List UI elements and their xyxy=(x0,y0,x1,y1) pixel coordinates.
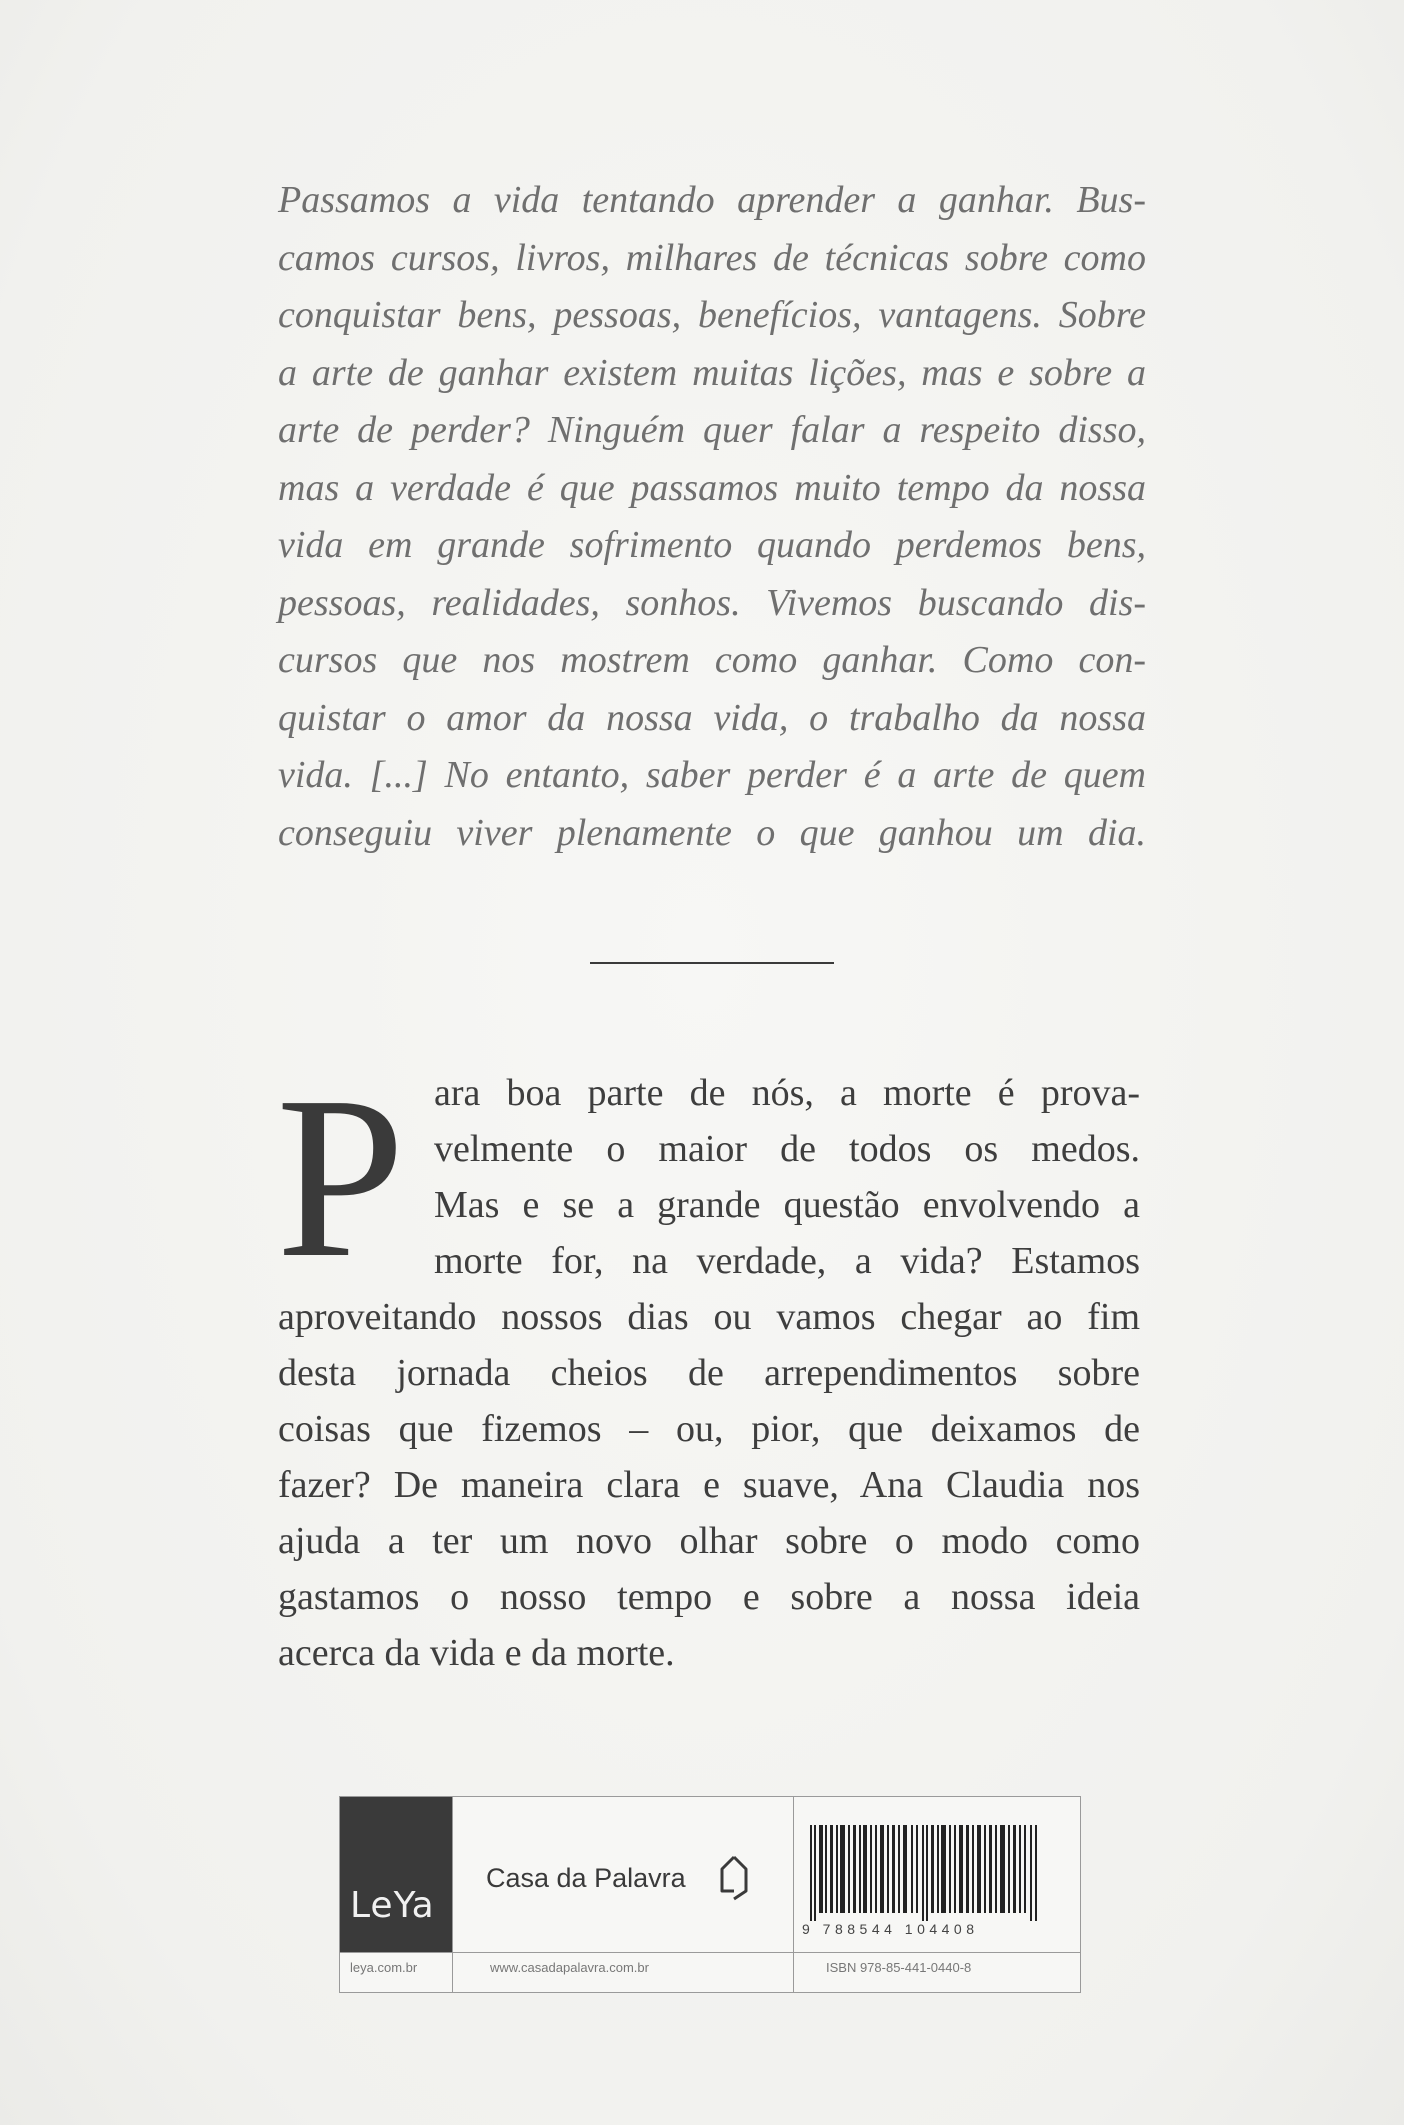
publisher-url: www.casadapalavra.com.br xyxy=(490,1960,649,1975)
description-line: velmente o maior de todos os medos. xyxy=(434,1128,1140,1170)
house-logo-icon xyxy=(720,1855,748,1901)
description-line: ajuda a ter um novo olhar sobre o modo como xyxy=(278,1520,1140,1562)
quote-line: pessoas, realidades, sonhos. Vivemos buscando dis- xyxy=(278,581,1146,624)
description-line: fazer? De maneira clara e suave, Ana Claudia nos xyxy=(278,1464,1140,1506)
cell-divider xyxy=(452,1797,453,1992)
barcode xyxy=(810,1825,1040,1921)
cell-divider xyxy=(340,1952,1080,1953)
leya-logo: LeYa xyxy=(350,1885,435,1926)
quote-line: vida em grande sofrimento quando perdemos bens, xyxy=(278,524,1146,566)
description-line: morte for, na verdade, a vida? Estamos xyxy=(434,1240,1140,1282)
quote-line: camos cursos, livros, milhares de técnicas sobre como xyxy=(278,236,1146,279)
description-line: acerca da vida e da morte. xyxy=(278,1632,675,1674)
description-line: aproveitando nossos dias ou vamos chegar ao fim xyxy=(278,1296,1140,1338)
quote-line: vida. [...] No entanto, saber perder é a arte de quem xyxy=(278,754,1146,796)
cell-divider xyxy=(793,1797,794,1992)
section-divider xyxy=(590,962,834,964)
publisher-name: Casa da Palavra xyxy=(486,1863,686,1893)
quote-line: Passamos a vida tentando aprender a ganhar. Bus- xyxy=(278,179,1146,221)
quote-line: cursos que nos mostrem como ganhar. Como con- xyxy=(278,639,1146,681)
description-line: gastamos o nosso tempo e sobre a nossa ideia xyxy=(278,1576,1140,1618)
quote-line: conseguiu viver plenamente o que ganhou um dia. xyxy=(278,811,1146,854)
book-description xyxy=(276,1049,1140,1681)
quote-line: a arte de ganhar existem muitas lições, mas e sobre a xyxy=(278,351,1146,394)
description-line: desta jornada cheios de arrependimentos sobre xyxy=(278,1352,1140,1394)
isbn-number: ISBN 978-85-441-0440-8 xyxy=(826,1960,972,1975)
barcode-digits: 9 788544 104408 xyxy=(802,1921,979,1937)
description-line: Mas e se a grande questão envolvendo a xyxy=(434,1184,1140,1226)
description-line: ara boa parte de nós, a morte é prova- xyxy=(434,1072,1140,1114)
quote-line: arte de perder? Ninguém quer falar a respeito disso, xyxy=(278,409,1146,451)
excerpt-quote xyxy=(278,172,1146,862)
quote-line: mas a verdade é que passamos muito tempo da nossa xyxy=(278,466,1146,509)
quote-line: conquistar bens, pessoas, benefícios, vantagens. Sobre xyxy=(278,294,1146,336)
leya-logo-box xyxy=(340,1797,452,1952)
leya-url: leya.com.br xyxy=(350,1960,418,1975)
drop-cap-letter: P xyxy=(276,1049,406,1306)
description-line: coisas que fizemos – ou, pior, que deixamos de xyxy=(278,1408,1140,1450)
publisher-footer xyxy=(339,1796,1081,1993)
quote-line: quistar o amor da nossa vida, o trabalho da nossa xyxy=(278,696,1146,739)
